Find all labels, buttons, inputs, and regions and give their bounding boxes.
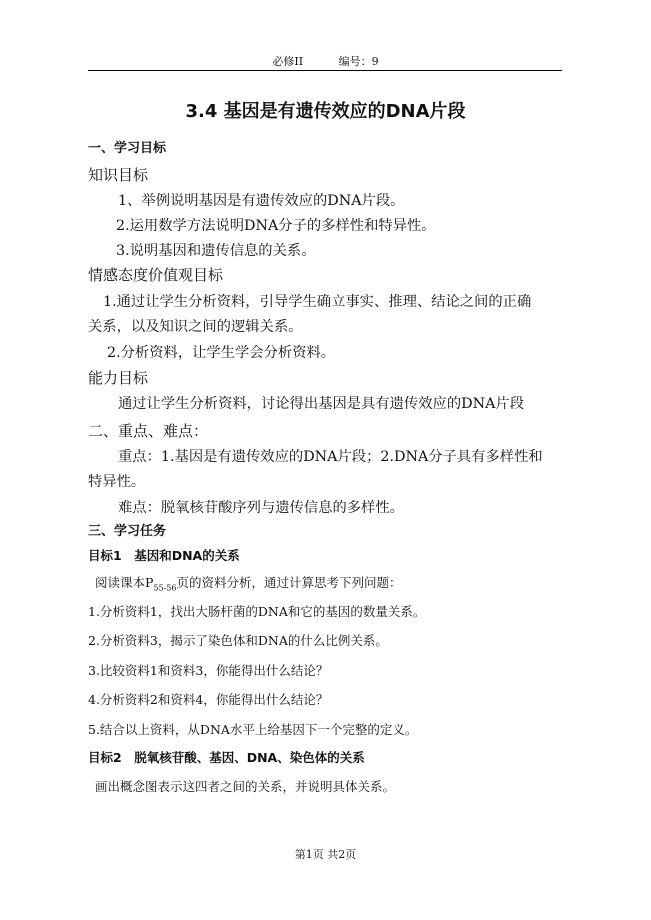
page-title: 3.4 基因是有遗传效应的DNA片段: [185, 101, 466, 122]
section3-heading: 三、学习任务: [88, 524, 167, 539]
knowledge-item-3: 3.说明基因和遗传信息的关系。: [116, 243, 316, 259]
goal1-heading: 目标1 基因和DNA的关系: [88, 548, 240, 563]
page-header: [0, 53, 651, 69]
page-footer: 第1页 共2页: [294, 848, 357, 861]
ability-heading: 能力目标: [88, 369, 149, 387]
goal1-question-1: 1.分析资料1，找出大肠杆菌的DNA和它的基因的数量关系。: [88, 604, 426, 619]
goal1-intro-pages: 55-56: [153, 583, 177, 593]
ability-text: 通过让学生分析资料，讨论得出基因是具有遗传效应的DNA片段: [118, 396, 525, 412]
knowledge-item-1: 1、举例说明基因是有遗传效应的DNA片段。: [118, 193, 405, 209]
emotion-item-1-line-2: 关系，以及知识之间的逻辑关系。: [88, 319, 303, 335]
goal1-intro-post: 页的资料分析，通过计算思考下列问题：: [176, 575, 402, 590]
goal1-intro: [95, 573, 402, 593]
goal1-question-3: 3.比较资料1和资料3，你能得出什么结论？: [88, 663, 329, 678]
goal2-text: 画出概念图表示这四者之间的关系，并说明具体关系。: [95, 779, 396, 794]
key-points-line-2: 特异性。: [88, 474, 146, 490]
difficult-points: 难点：脱氧核苷酸序列与遗传信息的多样性。: [118, 500, 404, 516]
key-points-line-1: 重点：1.基因是有遗传效应的DNA片段；2.DNA分子具有多样性和: [118, 449, 543, 465]
goal1-intro-pre: 阅读课本P: [95, 575, 154, 590]
goal2-heading: 目标2 脱氧核苷酸、基因、DNA、染色体的关系: [88, 750, 365, 765]
header-rule: [88, 70, 562, 71]
goal1-question-5: 5.结合以上资料，从DNA水平上给基因下一个完整的定义。: [88, 722, 418, 737]
emotion-heading: 情感态度价值观目标: [88, 266, 224, 284]
header-book: 必修II: [272, 55, 304, 68]
knowledge-item-2: 2.运用数学方法说明DNA分子的多样性和特异性。: [116, 218, 436, 234]
goal1-question-2: 2.分析资料3，揭示了染色体和DNA的什么比例关系。: [88, 633, 388, 648]
goal1-question-4: 4.分析资料2和资料4，你能得出什么结论？: [88, 692, 329, 707]
header-number: 编号：9: [338, 55, 379, 68]
section2-heading: 二、重点、难点：: [88, 422, 209, 440]
knowledge-heading: 知识目标: [88, 166, 149, 184]
emotion-item-1-line-1: 1.通过让学生分析资料，引导学生确立事实、推理、结论之间的正确: [103, 294, 532, 310]
section1-heading: 一、学习目标: [88, 141, 167, 156]
emotion-item-2: 2.分析资料，让学生学会分析资料。: [107, 345, 336, 361]
